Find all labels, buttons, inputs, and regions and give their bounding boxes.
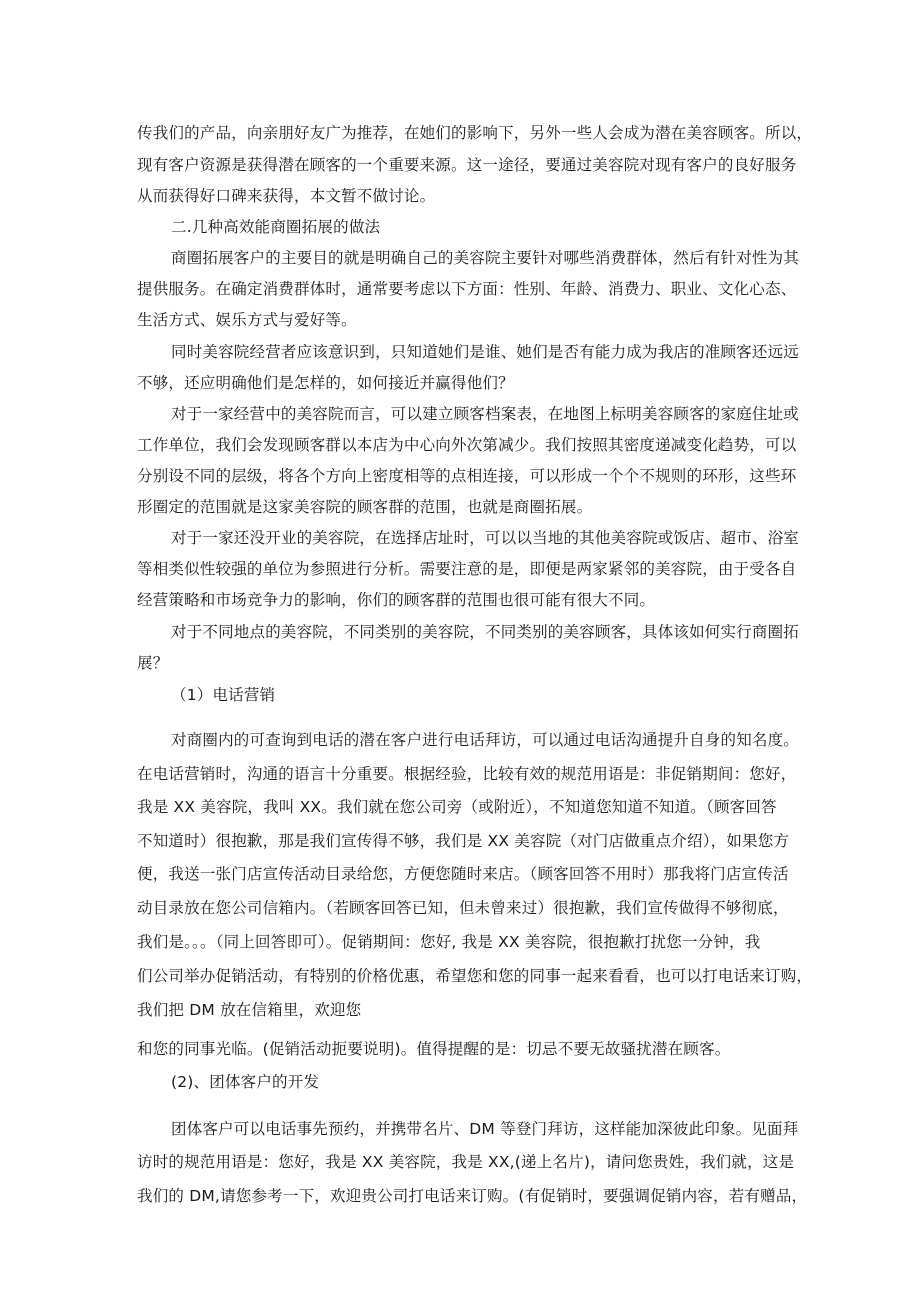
para-c-line-3: 分别设不同的层级，将各个方向上密度相等的点相连接，可以形成一个个不规则的环形，这些环	[137, 467, 797, 485]
group-para-line-1: 团体客户可以电话事先预约，并携带名片、DM 等登门拜访，这样能加深彼此印象。见面拜	[171, 1120, 799, 1138]
intro-line-3: 从而获得好口碑来获得，本文暂不做讨论。	[137, 187, 436, 205]
section-2-heading: 二.几种高效能商圈拓展的做法	[171, 218, 381, 236]
phone-para-line-3: 我是 XX 美容院，我叫 XX。我们就在您公司旁（或附近），不知道您知道不知道。（顾客回答	[137, 798, 777, 816]
group-para-line-2: 访时的规范用语是：您好，我是 XX 美容院，我是 XX,(递上名片)，请问您贵姓，我们就，这是	[137, 1153, 795, 1171]
phone-para-line-8: 们公司举办促销活动，有特别的价格优惠，希望您和您的同事一起来看看，也可以打电话来订购，	[137, 967, 813, 985]
phone-para-tail: 和您的同事光临。(促销活动扼要说明)。值得提醒的是：切忌不要无故骚扰潜在顾客。	[137, 1040, 731, 1058]
para-a-line-1: 商圈拓展客户的主要目的就是明确自己的美容院主要针对哪些消费群体，然后有针对性为其	[171, 249, 800, 267]
phone-para-line-6: 动目录放在您公司信箱内。（若顾客回答已知，但未曾来过）很抱歉，我们宣传做得不够彻底，	[137, 899, 789, 917]
para-a-line-3: 生活方式、娱乐方式与爱好等。	[137, 311, 357, 329]
subsection-1-heading: （1）电话营销	[171, 686, 276, 704]
subsection-2-heading: (2)、团体客户的开发	[171, 1073, 320, 1091]
para-d-line-2: 等相类似性较强的单位为参照进行分析。需要注意的是，即便是两家紧邻的美容院，由于受各自	[137, 560, 797, 578]
para-c-line-4: 形圈定的范围就是这家美容院的顾客群的范围，也就是商圈拓展。	[137, 498, 593, 516]
phone-para-line-7: 我们是。。。（同上回答即可）。促销期间：您好, 我是 XX 美容院，很抱歉打扰您一分钟，我	[137, 933, 761, 951]
phone-para-line-4: 不知道时）很抱歉，那是我们宣传得不够，我们是 XX 美容院（对门店做重点介绍），如果您方	[137, 832, 790, 850]
para-c-line-2: 工作单位，我们会发现顾客群以本店为中心向外次第减少。我们按照其密度递减变化趋势，可以	[137, 436, 797, 454]
intro-line-2: 现有客户资源是获得潜在顾客的一个重要来源。这一途径，要通过美容院对现有客户的良好服务	[137, 156, 797, 174]
phone-para-line-5: 便，我送一张门店宣传活动目录给您，方便您随时来店。（顾客回答不用时）那我将门店宣传活	[137, 865, 789, 883]
para-a-line-2: 提供服务。在确定消费群体时，通常要考虑以下方面：性别、年龄、消费力、职业、文化心态、	[137, 280, 797, 298]
para-c-line-1: 对于一家经营中的美容院而言，可以建立顾客档案表，在地图上标明美容顾客的家庭住址或	[171, 405, 800, 423]
para-d-line-3: 经营策略和市场竞争力的影响，你们的顾客群的范围也很可能有很大不同。	[137, 591, 656, 609]
para-e-line-1: 对于不同地点的美容院，不同类别的美容院，不同类别的美容顾客，具体该如何实行商圈拓	[171, 623, 800, 641]
para-d-line-1: 对于一家还没开业的美容院，在选择店址时，可以以当地的其他美容院或饭店、超市、浴室	[171, 529, 800, 547]
phone-para-line-2: 在电话营销时，沟通的语言十分重要。根据经验，比较有效的规范用语是：非促销期间：您好，	[137, 765, 797, 783]
phone-para-line-1: 对商圈内的可查询到电话的潜在客户进行电话拜访，可以通过电话沟通提升自身的知名度。	[171, 731, 800, 749]
para-b-line-1: 同时美容院经营者应该意识到，只知道她们是谁、她们是否有能力成为我店的准顾客还远远	[171, 343, 800, 361]
group-para-line-3: 我们的 DM,请您参考一下，欢迎贵公司打电话来订购。(有促销时，要强调促销内容，若有赠品，	[137, 1187, 808, 1205]
para-b-line-2: 不够，还应明确他们是怎样的，如何接近并赢得他们？	[137, 374, 514, 392]
para-e-line-2: 展？	[137, 654, 169, 672]
phone-para-line-9: 我们把 DM 放在信箱里，欢迎您	[137, 1001, 362, 1019]
intro-line-1: 传我们的产品，向亲朋好友广为推荐，在她们的影响下，另外一些人会成为潜在美容顾客。所以，	[137, 124, 813, 142]
